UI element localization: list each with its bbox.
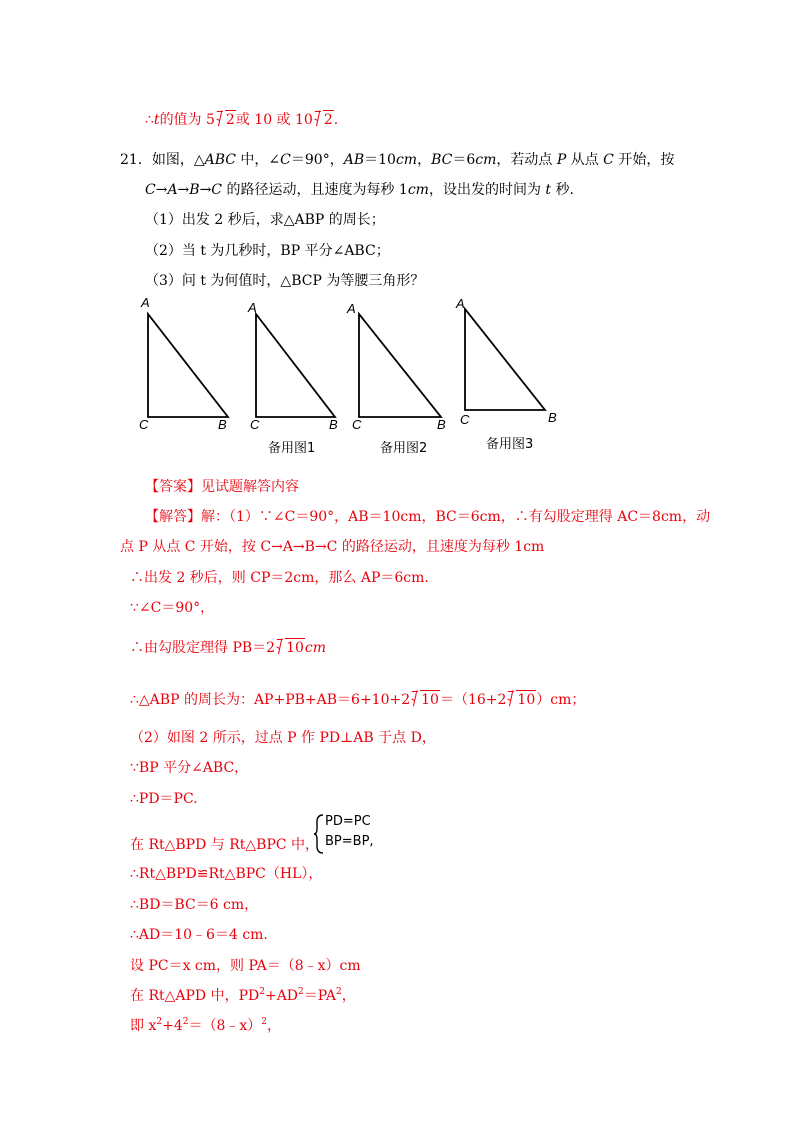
radicand: 10 <box>517 692 536 708</box>
text: ＝PA <box>303 988 337 1004</box>
question-3: （3）问 t 为何值时，△BCP 为等腰三角形？ <box>145 273 425 289</box>
sqrt-symbol <box>314 110 334 129</box>
exponent: 2 <box>259 987 265 997</box>
text: ∴由勾股定理得 PB＝2 <box>130 640 276 656</box>
text: 秒. <box>551 182 574 198</box>
radicand: 2 <box>225 112 235 128</box>
unit: cm <box>407 182 429 198</box>
exponent: 2 <box>298 987 304 997</box>
therefore-symbol: ∴ <box>145 112 154 128</box>
text: ）cm； <box>536 692 586 708</box>
radicand: 10 <box>286 640 304 656</box>
figure-caption-3: 备用图3 <box>486 437 534 452</box>
exponent: 2 <box>261 1017 268 1027</box>
solution-line-16 <box>130 1017 281 1035</box>
text: 在 Rt△APD 中，PD <box>130 988 260 1004</box>
vertex-label-a: A <box>456 296 465 311</box>
solution-line-14: 设 PC＝x cm，则 PA＝（8﹣x）cm <box>130 958 361 974</box>
sqrt-symbol <box>276 638 305 657</box>
exponent: 2 <box>336 987 342 997</box>
solution-line-1 <box>145 508 710 526</box>
variable-t: t <box>153 112 160 128</box>
sqrt-symbol <box>411 690 440 709</box>
solution-line-11: ∴Rt△BPD≌Rt△BPC（HL）， <box>130 866 323 882</box>
vertex-label-b: B <box>329 417 338 432</box>
sqrt-symbol <box>216 110 236 129</box>
text: ＝（16+2 <box>439 692 507 708</box>
text: 从点 <box>566 152 604 168</box>
triangle-1 <box>148 314 228 417</box>
problem-number: 21． <box>120 152 152 168</box>
vertex-label-a: A <box>141 295 150 310</box>
solution-line-4: ∵∠C＝90°， <box>130 600 215 616</box>
vertex-label-c: C <box>139 417 149 432</box>
solution-line-7: （2）如图 2 所示，过点 P 作 PD⊥AB 于点 D， <box>130 730 436 746</box>
vertex-label-a: A <box>347 301 356 316</box>
unit: cm <box>304 640 327 656</box>
text: ＝（8﹣x） <box>188 1018 262 1034</box>
path-text: C→A→B→C <box>145 182 223 198</box>
answer-tag: 【答案】 <box>145 479 201 495</box>
text: 中，∠ <box>235 152 281 168</box>
triangle-4 <box>465 309 545 410</box>
equation-system-row-1: PD=PC <box>325 814 371 829</box>
solution-line-15 <box>130 987 356 1005</box>
vertex-label-b: B <box>548 410 557 425</box>
prev-answer-text-2: 或 10 或 10 <box>235 112 313 128</box>
text: ＝10 <box>364 152 396 168</box>
math-var: AB <box>343 152 365 168</box>
text: ＝90°， <box>290 152 344 168</box>
unit: cm <box>475 152 497 168</box>
math-var: C <box>603 152 614 168</box>
vertex-label-c: C <box>250 417 260 432</box>
math-var: ABC <box>204 152 236 168</box>
text: ， <box>267 1018 282 1034</box>
comma: , <box>369 834 374 849</box>
text: ， <box>341 988 356 1004</box>
vertex-label-b: B <box>437 417 446 432</box>
brace-icon <box>313 814 325 854</box>
text: ＝6 <box>452 152 476 168</box>
text: BP=BP <box>325 834 370 849</box>
solution-line-3: ∴出发 2 秒后，则 CP＝2cm，那么 AP＝6cm. <box>130 570 429 586</box>
unit: cm <box>395 152 418 168</box>
problem-line-2 <box>145 181 574 199</box>
exponent: 2 <box>156 1017 163 1027</box>
solution-line-12: ∴BD＝BC＝6 cm， <box>130 897 259 913</box>
math-var: BC <box>431 152 453 168</box>
text: ∴△ABP 的周长为：AP+PB+AB＝6+10+2 <box>130 692 411 708</box>
answer-text: 见试题解答内容 <box>201 479 299 495</box>
math-var: P <box>556 152 567 168</box>
triangle-3 <box>359 314 441 417</box>
solution-text: 解：（1）∵∠C＝90°，AB＝10cm，BC＝6cm，∴有勾股定理得 AC＝8cm，动 <box>201 509 711 525</box>
solution-line-5 <box>130 638 326 657</box>
radicand: 10 <box>421 692 439 708</box>
math-var: C <box>280 152 291 168</box>
solution-line-6 <box>130 690 585 709</box>
text: 即 x <box>130 1018 157 1034</box>
solution-line-10: 在 Rt△BPD 与 Rt△BPC 中， <box>130 837 320 853</box>
prev-answer-text: 的值为 5 <box>159 112 215 128</box>
solution-line-8: ∵BP 平分∠ABC， <box>130 760 249 776</box>
period: . <box>333 112 339 128</box>
text: +AD <box>264 988 299 1004</box>
solution-line-9: ∴PD＝PC. <box>130 791 198 807</box>
solution-line-2: 点 P 从点 C 开始，按 C→A→B→C 的路径运动，且速度为每秒 1cm <box>120 539 545 555</box>
figure-caption-2: 备用图2 <box>380 441 428 456</box>
text: ，设出发的时间为 <box>428 182 546 198</box>
question-1: （1）出发 2 秒后，求△ABP 的周长； <box>145 212 385 228</box>
text: +4 <box>162 1018 183 1034</box>
text: 如图，△ <box>151 152 205 168</box>
previous-answer-line <box>145 110 338 129</box>
vertex-label-c: C <box>352 417 362 432</box>
text: ，若动点 <box>496 152 557 168</box>
math-var: t <box>545 182 552 198</box>
vertex-label-c: C <box>460 412 470 427</box>
problem-line-1 <box>120 151 674 169</box>
radicand: 2 <box>323 112 333 128</box>
vertex-label-b: B <box>218 417 227 432</box>
text: ， <box>417 152 432 168</box>
text: 的路径运动，且速度为每秒 1 <box>222 182 408 198</box>
exponent: 2 <box>182 1017 189 1027</box>
question-2: （2）当 t 为几秒时，BP 平分∠ABC； <box>145 243 390 259</box>
equation-system-row-2 <box>325 834 374 849</box>
answer-line <box>145 478 299 496</box>
vertex-label-a: A <box>248 300 257 315</box>
solution-line-13: ∴AD＝10﹣6＝4 cm. <box>130 927 268 943</box>
text: 开始，按 <box>613 152 675 168</box>
figure-caption-1: 备用图1 <box>268 441 316 456</box>
sqrt-symbol <box>507 690 536 709</box>
solution-tag: 【解答】 <box>145 509 201 525</box>
triangle-2 <box>256 314 335 417</box>
